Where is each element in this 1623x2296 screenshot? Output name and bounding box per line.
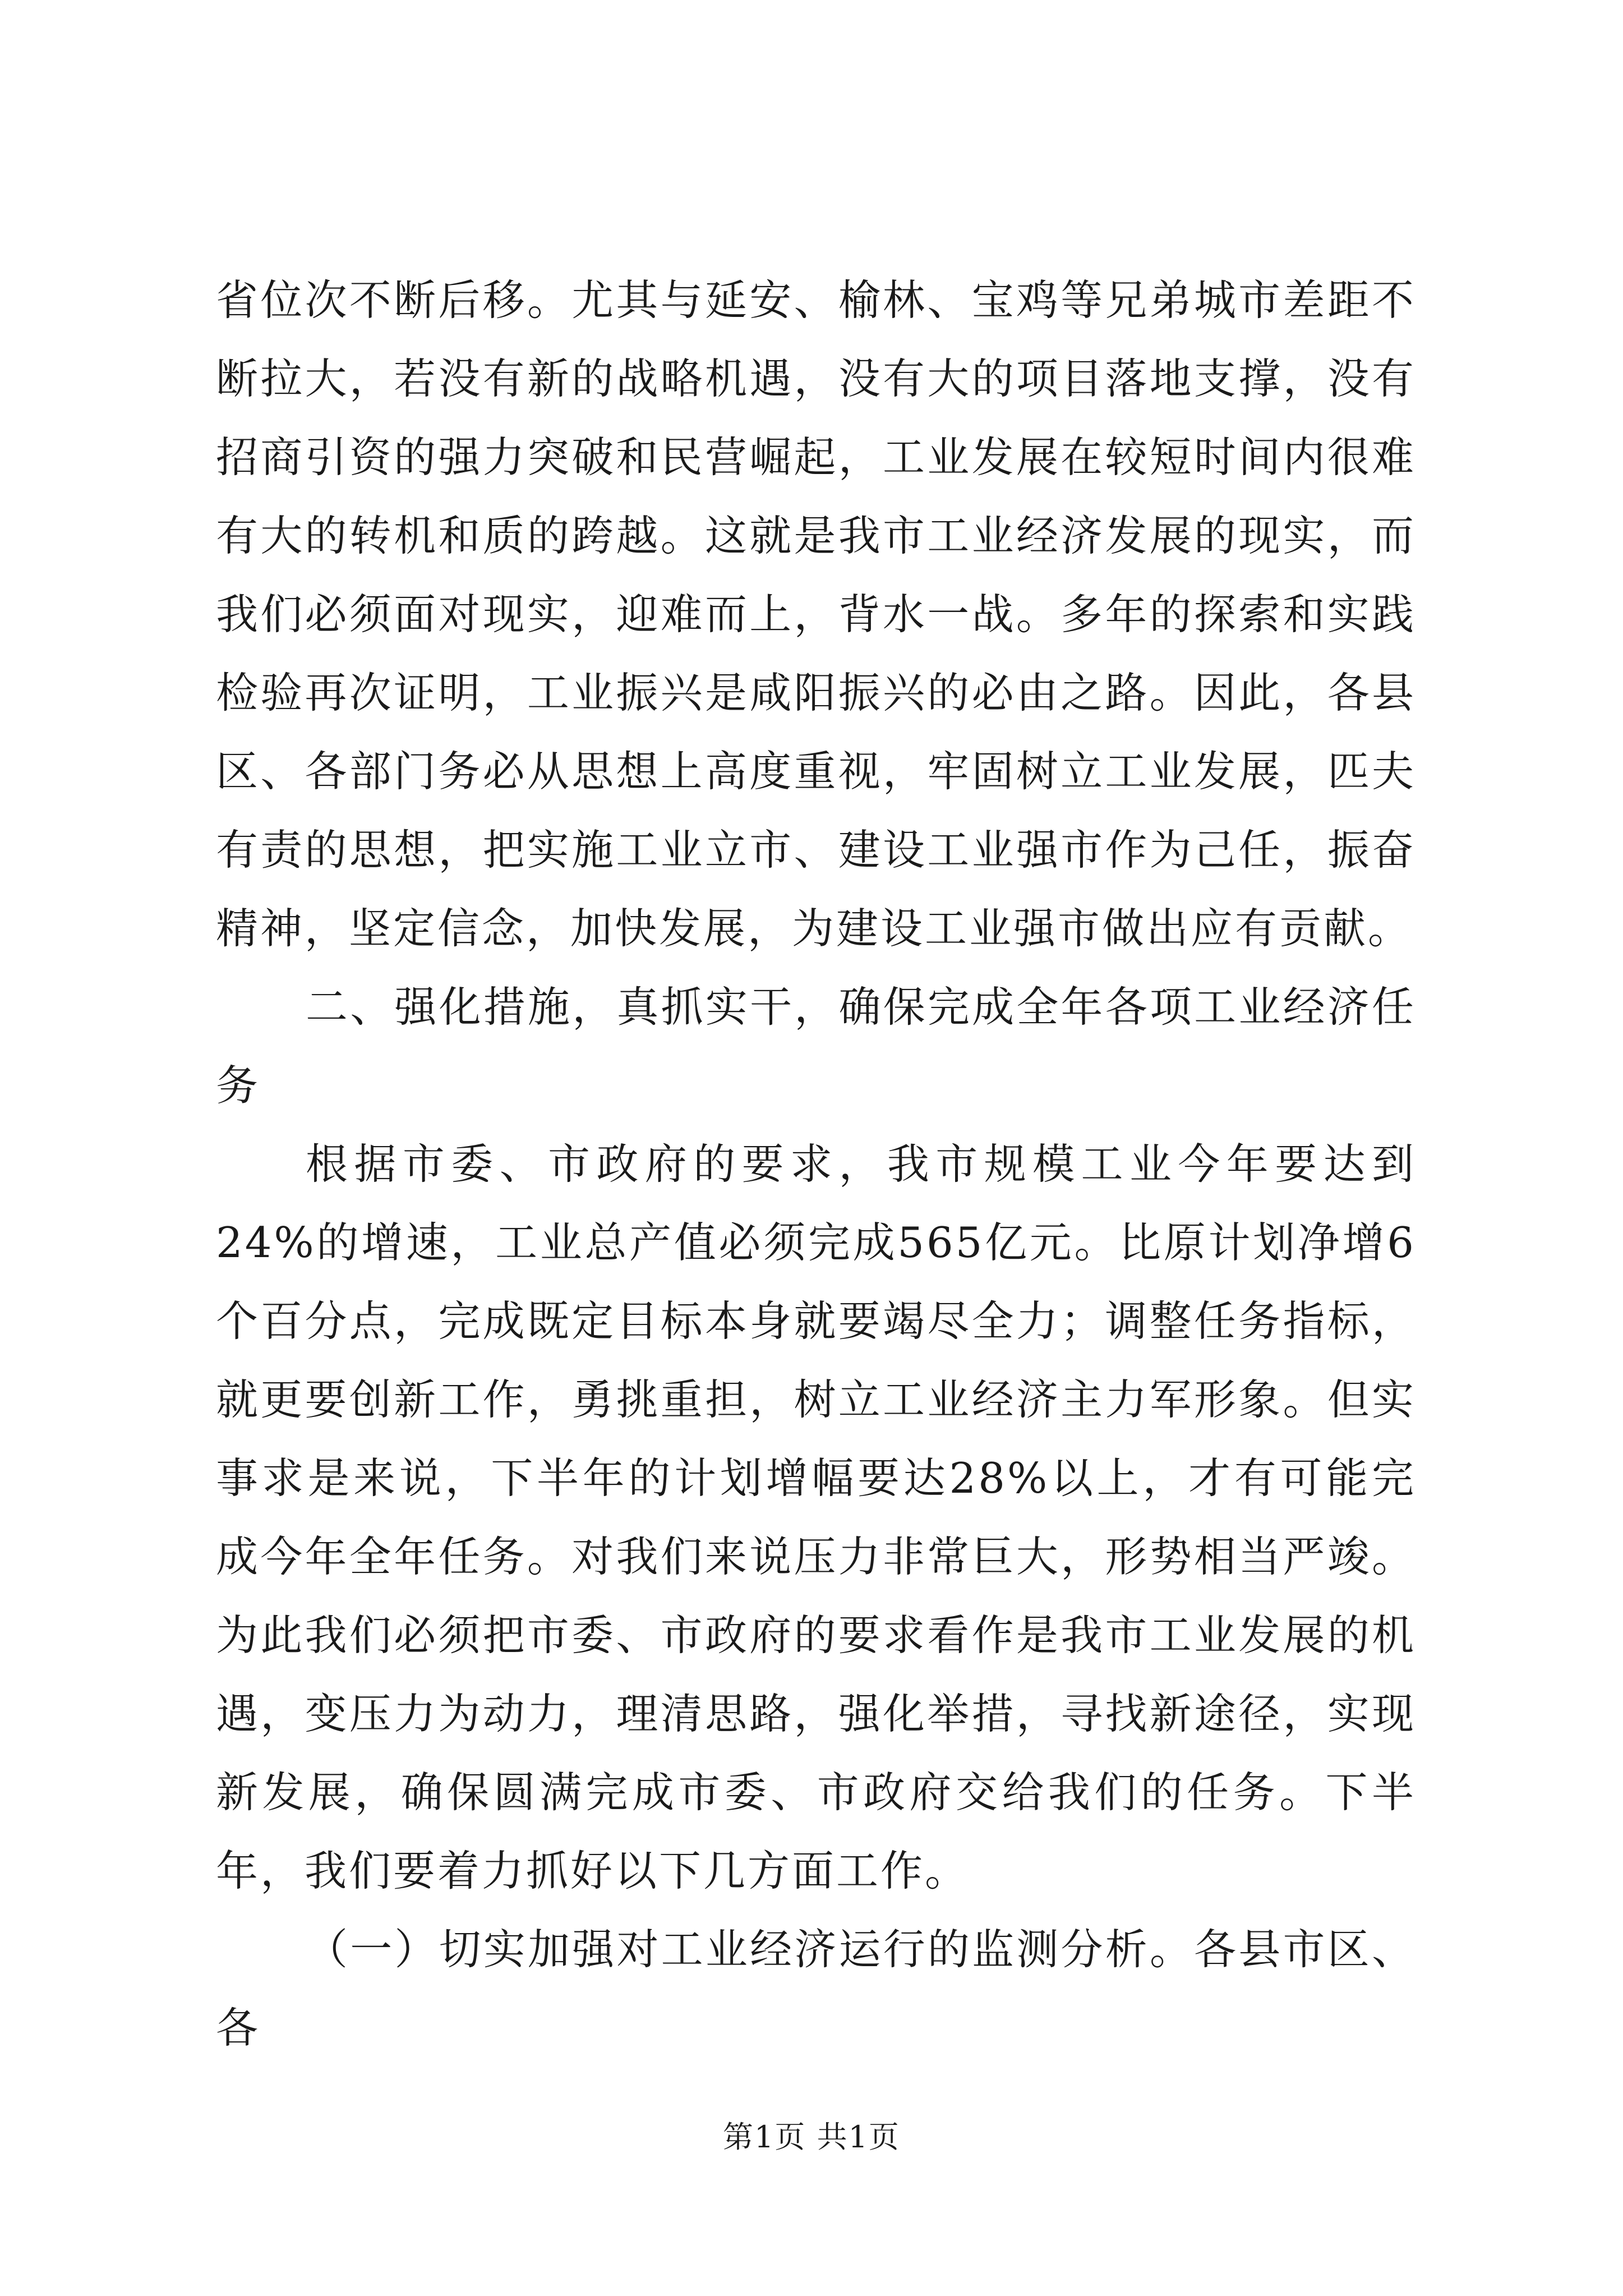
page-footer: 第1页 共1页	[723, 2119, 900, 2155]
paragraph-continuation: 省位次不断后移。尤其与延安、榆林、宝鸡等兄弟城市差距不断拉大，若没有新的战略机遇，没有大的项目落地支撑，没有招商引资的强力突破和民营崛起，工业发展在较短时间内很难有大的转机和质的跨越。这就是我市工业经济发展的现实，而我们必须面对现实，迎难而上，背水一战。多年的探索和实践检验再次证明，工业振兴是咸阳振兴的必由之路。因此，各县区、各部门务必从思想上高度重视，牢固树立工业发展，匹夫有责的思想，把实施工业立市、建设工业强市作为己任，振奋精神，坚定信念，加快发展，为建设工业强市做出应有贡献。	[216, 275, 1416, 953]
subsection-heading: （一）切实加强对工业经济运行的监测分析。各县市区、各	[216, 1925, 1416, 2053]
section-heading: 二、强化措施，真抓实干，确保完成全年各项工业经济任务	[216, 982, 1416, 1110]
document-body	[216, 261, 1416, 2067]
paragraph-targets: 根据市委、市政府的要求，我市规模工业今年要达到24%的增速，工业总产值必须完成565亿元。比原计划净增6个百分点，完成既定目标本身就要竭尽全力；调整任务指标，就更要创新工作，勇挑重担，树立工业经济主力军形象。但实事求是来说，下半年的计划增幅要达28%以上，才有可能完成今年全年任务。对我们来说压力非常巨大，形势相当严竣。为此我们必须把市委、市政府的要求看作是我市工业发展的机遇，变压力为动力，理清思路，强化举措，寻找新途径，实现新发展，确保圆满完成市委、市政府交给我们的任务。下半年，我们要着力抓好以下几方面工作。	[216, 1139, 1416, 1895]
